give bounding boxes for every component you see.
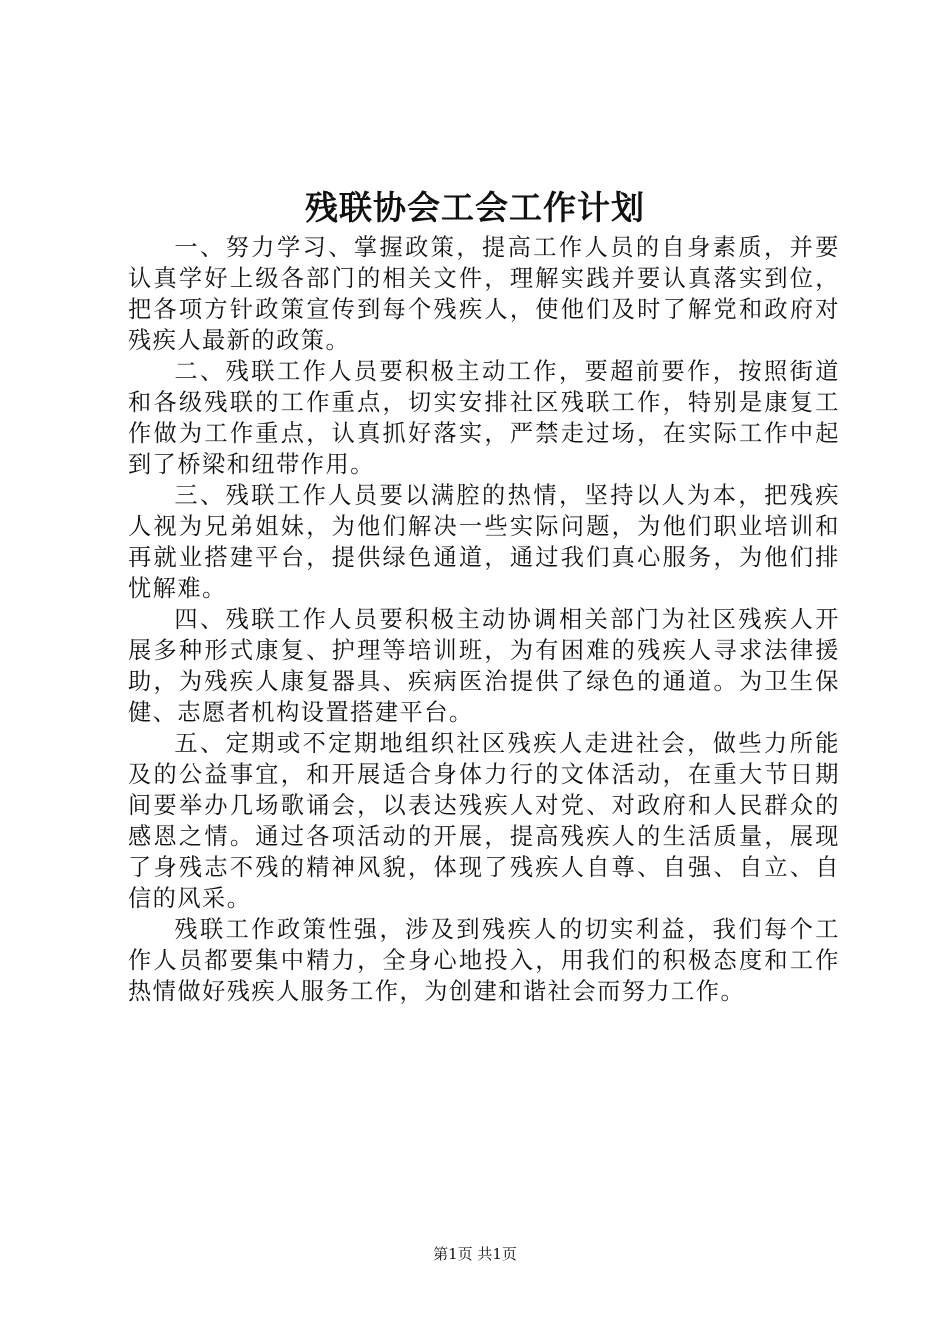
paragraph-5: 五、定期或不定期地组织社区残疾人走进社会，做些力所能及的公益事宜，和开展适合身体力行的文体活动，在重大节日期间要举办几场歌诵会，以表达残疾人对党、对政府和人民群众的感恩之情。通过各项活动的开展，提高残疾人的生活质量，展现了身残志不残的精神风貌，体现了残疾人自尊、自强、自立、自信的风采。 [128,730,840,912]
paragraph-1: 一、努力学习、掌握政策，提高工作人员的自身素质，并要认真学好上级各部门的相关文件，理解实践并要认真落实到位，把各项方针政策宣传到每个残疾人，使他们及时了解党和政府对残疾人最新的政策。 [128,234,840,354]
document-title: 残联协会工会工作计划 [305,188,645,227]
document-body [128,232,840,1007]
page-footer: 第1页 共1页 [433,1245,517,1263]
paragraph-3: 三、残联工作人员要以满腔的热情，坚持以人为本，把残疾人视为兄弟姐妹，为他们解决一些实际问题，为他们职业培训和再就业搭建平台，提供绿色通道，通过我们真心服务，为他们排忧解难。 [128,482,840,602]
paragraph-6: 残联工作政策性强，涉及到残疾人的切实利益，我们每个工作人员都要集中精力，全身心地投入，用我们的积极态度和工作热情做好残疾人服务工作，为创建和谐社会而努力工作。 [128,916,840,1005]
paragraph-4: 四、残联工作人员要积极主动协调相关部门为社区残疾人开展多种形式康复、护理等培训班，为有困难的残疾人寻求法律援助，为残疾人康复器具、疾病医治提供了绿色的通道。为卫生保健、志愿者机构设置搭建平台。 [128,606,840,726]
paragraph-2: 二、残联工作人员要积极主动工作，要超前要作，按照街道和各级残联的工作重点，切实安排社区残联工作，特别是康复工作做为工作重点，认真抓好落实，严禁走过场，在实际工作中起到了桥梁和纽带作用。 [128,358,840,478]
